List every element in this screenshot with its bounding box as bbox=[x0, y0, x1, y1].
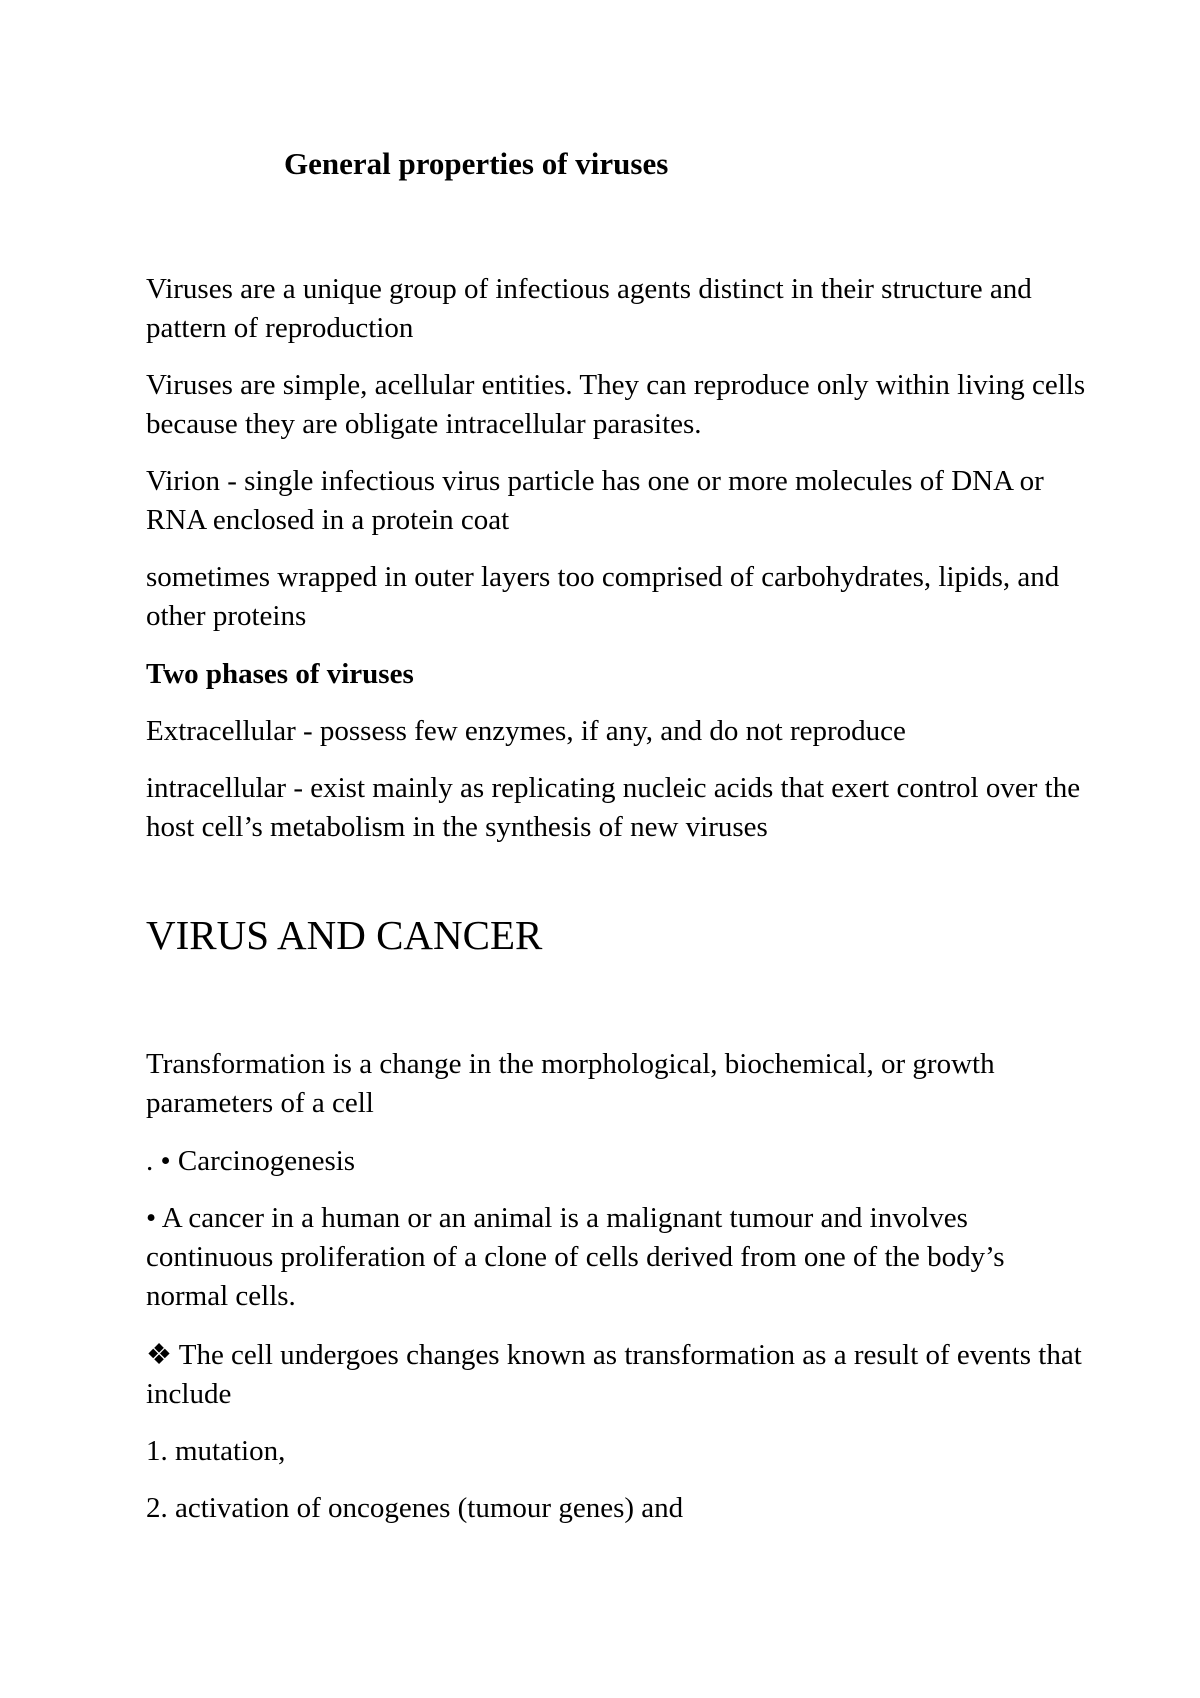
paragraph-intracellular: intracellular - exist mainly as replicating nucleic acids that exert control over the host cell’s metabolism in the synthesis of new viruses bbox=[146, 772, 1081, 843]
phases-heading: Two phases of viruses bbox=[146, 658, 414, 690]
paragraph-outer-layers: sometimes wrapped in outer layers too comprised of carbohydrates, lipids, and other proteins bbox=[146, 561, 1060, 632]
page-title: General properties of viruses bbox=[284, 146, 669, 181]
paragraph-viruses-simple: Viruses are simple, acellular entities. They can reproduce only within living cells because they are obligate intracellular parasites. bbox=[146, 369, 1086, 440]
list-item-carcinogenesis: . • Carcinogenesis bbox=[146, 1145, 356, 1177]
paragraph-viruses-unique: Viruses are a unique group of infectious agents distinct in their structure and pattern of reproduction bbox=[146, 273, 1032, 344]
list-item-mutation: 1. mutation, bbox=[146, 1435, 286, 1467]
paragraph-extracellular: Extracellular - possess few enzymes, if any, and do not reproduce bbox=[146, 715, 906, 747]
list-item-transformation-events: ❖ The cell undergoes changes known as transformation as a result of events that include bbox=[146, 1339, 1082, 1410]
list-item-oncogenes: 2. activation of oncogenes (tumour genes) and bbox=[146, 1492, 684, 1524]
section-heading-virus-cancer: VIRUS AND CANCER bbox=[146, 912, 543, 958]
paragraph-virion: Virion - single infectious virus particle has one or more molecules of DNA or RNA enclosed in a protein coat bbox=[146, 465, 1044, 536]
list-item-cancer-definition: • A cancer in a human or an animal is a malignant tumour and involves continuous proliferation of a clone of cells derived from one of the body’s normal cells. bbox=[146, 1202, 1005, 1312]
paragraph-transformation: Transformation is a change in the morphological, biochemical, or growth parameters of a cell bbox=[146, 1048, 995, 1119]
